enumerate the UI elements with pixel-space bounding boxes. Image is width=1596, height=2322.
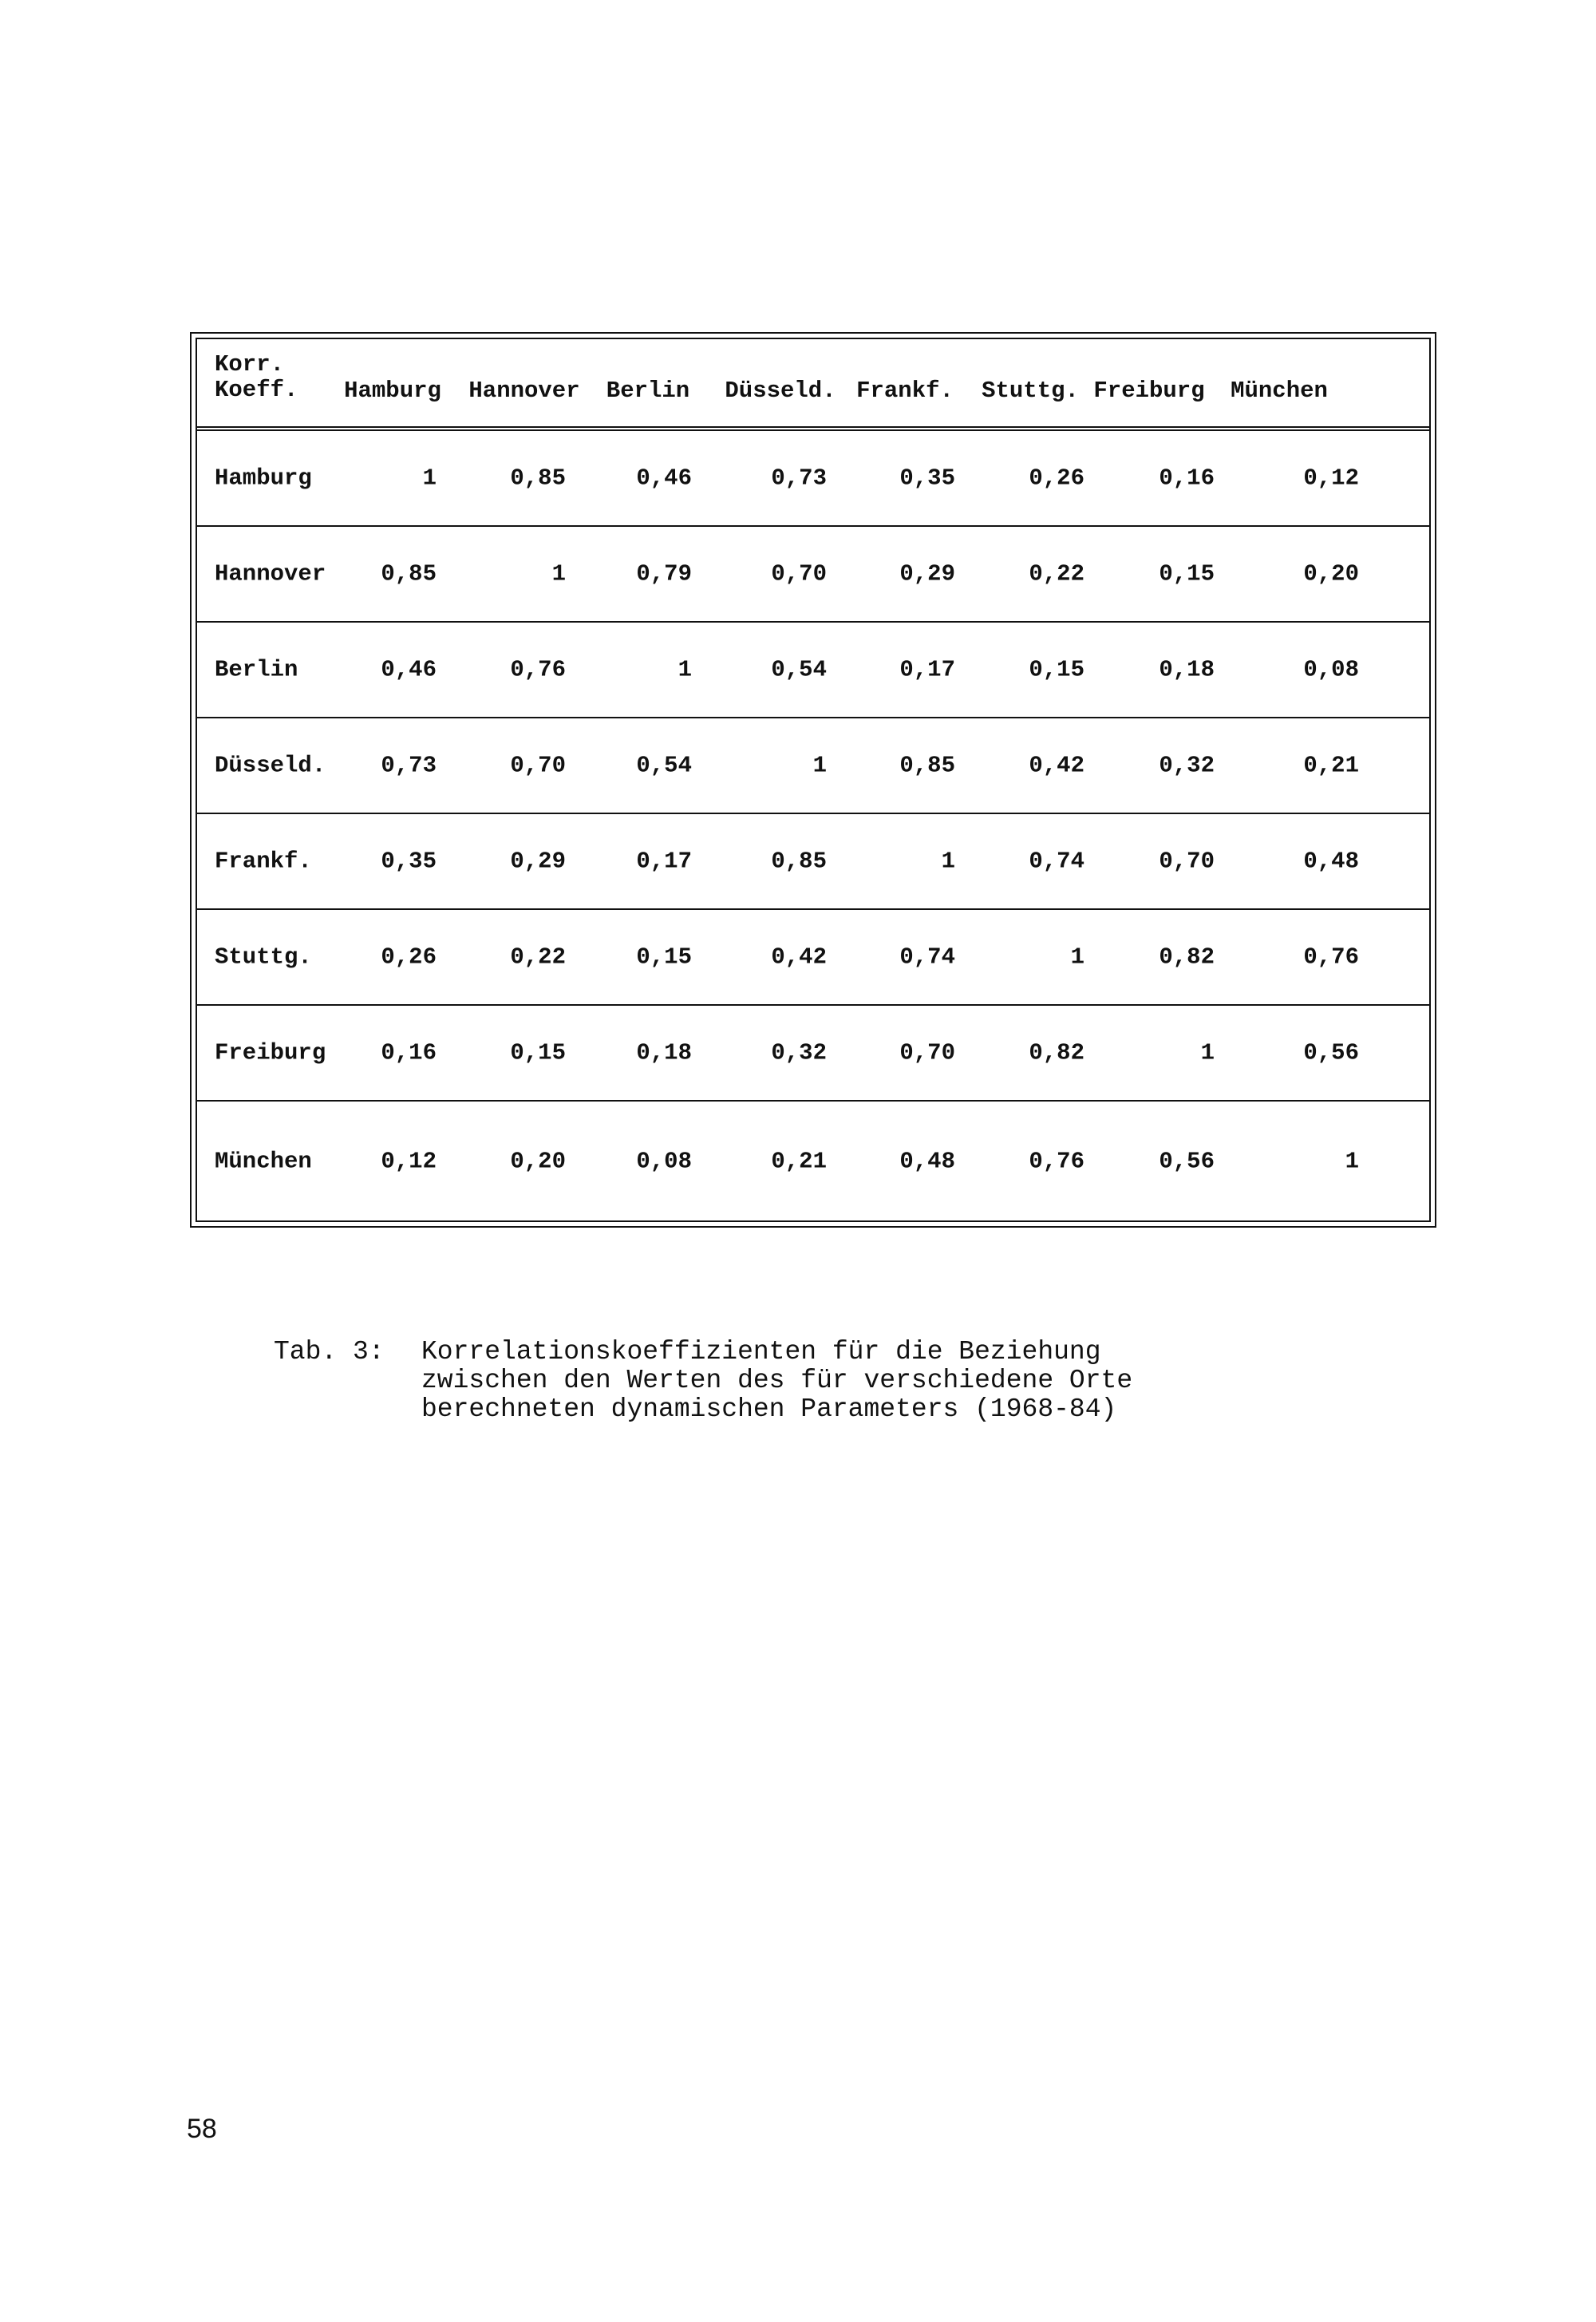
column-header: Berlin xyxy=(606,378,690,404)
table-cell: 0,79 xyxy=(636,560,692,587)
table-cell: 0,54 xyxy=(636,752,692,779)
table-cell: 0,73 xyxy=(771,465,827,492)
table-cell: 0,18 xyxy=(636,1039,692,1066)
table-cell: 0,35 xyxy=(899,465,955,492)
table-cell: 0,15 xyxy=(636,943,692,971)
table-cell: 0,08 xyxy=(636,1148,692,1175)
table-cell: 0,29 xyxy=(510,848,566,875)
table-cell: 0,20 xyxy=(1303,560,1359,587)
table-cell: 0,21 xyxy=(771,1148,827,1175)
table-cell: 1 xyxy=(1070,943,1084,971)
page-number: 58 xyxy=(187,2114,217,2144)
table-cell: 0,85 xyxy=(510,465,566,492)
column-header: München xyxy=(1231,378,1328,404)
table-cell: 0,46 xyxy=(381,656,437,683)
corner-label-line2: Koeff. xyxy=(215,377,298,403)
correlation-table xyxy=(190,332,1436,1228)
table-header-row xyxy=(197,339,1429,431)
table-cell: 0,76 xyxy=(510,656,566,683)
column-header: Freiburg xyxy=(1093,378,1205,404)
correlation-table-inner xyxy=(196,338,1431,1222)
table-cell: 0,85 xyxy=(771,848,827,875)
table-cell: 1 xyxy=(422,465,437,492)
table-cell: 0,48 xyxy=(1303,848,1359,875)
table-cell: 0,17 xyxy=(899,656,955,683)
table-cell: 0,15 xyxy=(1159,560,1215,587)
table-cell: 0,56 xyxy=(1159,1148,1215,1175)
corner-label-line1: Korr. xyxy=(215,351,285,378)
table-row xyxy=(197,718,1429,814)
table-row xyxy=(197,431,1429,527)
table-cell: 0,26 xyxy=(1029,465,1084,492)
table-cell: 0,32 xyxy=(771,1039,827,1066)
caption-text xyxy=(421,1338,1379,1424)
table-cell: 0,16 xyxy=(1159,465,1215,492)
table-cell: 0,85 xyxy=(899,752,955,779)
table-cell: 0,74 xyxy=(1029,848,1084,875)
table-cell: 0,35 xyxy=(381,848,437,875)
table-cell: 0,15 xyxy=(1029,656,1084,683)
table-row xyxy=(197,1102,1429,1221)
row-label: Stuttg. xyxy=(215,943,312,971)
table-cell: 0,42 xyxy=(771,943,827,971)
table-cell: 0,85 xyxy=(381,560,437,587)
table-cell: 0,20 xyxy=(510,1148,566,1175)
table-cell: 0,32 xyxy=(1159,752,1215,779)
table-cell: 0,22 xyxy=(1029,560,1084,587)
table-cell: 0,29 xyxy=(899,560,955,587)
row-label: Hannover xyxy=(215,560,326,587)
table-cell: 0,70 xyxy=(899,1039,955,1066)
column-header: Düsseld. xyxy=(725,378,836,404)
column-header: Hamburg xyxy=(344,378,441,404)
table-cell: 0,22 xyxy=(510,943,566,971)
table-cell: 1 xyxy=(678,656,692,683)
table-cell: 0,12 xyxy=(1303,465,1359,492)
table-row xyxy=(197,1006,1429,1102)
table-row xyxy=(197,814,1429,910)
column-header: Frankf. xyxy=(856,378,954,404)
table-cell: 1 xyxy=(1345,1148,1359,1175)
table-cell: 0,82 xyxy=(1159,943,1215,971)
table-cell: 1 xyxy=(551,560,566,587)
row-label: Freiburg xyxy=(215,1039,326,1066)
table-cell: 0,70 xyxy=(771,560,827,587)
table-cell: 0,70 xyxy=(1159,848,1215,875)
caption-line3: berechneten dynamischen Parameters (1968-84) xyxy=(421,1394,1117,1424)
table-cell: 0,76 xyxy=(1029,1148,1084,1175)
table-cell: 0,48 xyxy=(899,1148,955,1175)
table-cell: 1 xyxy=(812,752,827,779)
table-cell: 0,15 xyxy=(510,1039,566,1066)
table-cell: 0,70 xyxy=(510,752,566,779)
table-row xyxy=(197,527,1429,623)
caption-line1: Korrelationskoeffizienten für die Beziehung xyxy=(421,1337,1101,1367)
table-cell: 0,08 xyxy=(1303,656,1359,683)
row-label: Berlin xyxy=(215,656,298,683)
table-cell: 0,54 xyxy=(771,656,827,683)
table-cell: 1 xyxy=(1200,1039,1215,1066)
table-cell: 1 xyxy=(941,848,955,875)
table-cell: 0,26 xyxy=(381,943,437,971)
table-cell: 0,12 xyxy=(381,1148,437,1175)
table-cell: 0,73 xyxy=(381,752,437,779)
column-header: Stuttg. xyxy=(982,378,1079,404)
table-cell: 0,17 xyxy=(636,848,692,875)
row-label: Hamburg xyxy=(215,465,312,492)
row-label: Düsseld. xyxy=(215,752,326,779)
table-cell: 0,21 xyxy=(1303,752,1359,779)
row-label: Frankf. xyxy=(215,848,312,875)
table-row xyxy=(197,623,1429,718)
row-label: München xyxy=(215,1148,312,1175)
table-cell: 0,46 xyxy=(636,465,692,492)
table-cell: 0,76 xyxy=(1303,943,1359,971)
table-cell: 0,16 xyxy=(381,1039,437,1066)
table-cell: 0,18 xyxy=(1159,656,1215,683)
caption-line2: zwischen den Werten des für verschiedene Orte xyxy=(421,1366,1133,1395)
table-cell: 0,42 xyxy=(1029,752,1084,779)
table-cell: 0,56 xyxy=(1303,1039,1359,1066)
caption-label: Tab. 3: xyxy=(274,1337,385,1367)
table-cell: 0,82 xyxy=(1029,1039,1084,1066)
table-cell: 0,74 xyxy=(899,943,955,971)
corner-label xyxy=(215,352,298,403)
table-row xyxy=(197,910,1429,1006)
column-header: Hannover xyxy=(468,378,580,404)
